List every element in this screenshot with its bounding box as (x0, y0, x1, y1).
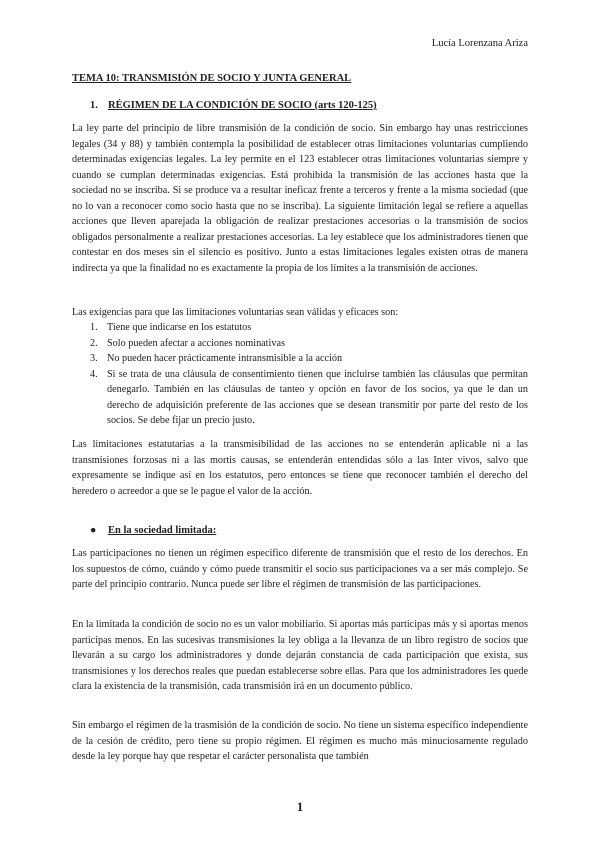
author-header: Lucía Lorenzana Ariza (431, 38, 528, 49)
list-item: 2. Solo pueden afectar a acciones nominativas (90, 337, 285, 349)
page-number: 1 (296, 799, 304, 814)
section-heading (90, 100, 377, 111)
subsection-bullet (90, 525, 216, 536)
paragraph-6: Sin embargo el régimen de la trasmisión de la condición de socio. No tiene un sistema específico independiente de la cesión de crédito, pero tiene su propio régimen. El régimen es mucho más minuciosamente regulado desde la ley porque hay que respetar el carácter personalista que también (72, 720, 528, 762)
section-title: RÉGIMEN DE LA CONDICIÓN DE SOCIO (arts 120-125) (108, 100, 377, 111)
paragraph-5: En la limitada la condición de socio no es un valor mobiliario. Si aportas más participas más y si aportas menos participas menos. En las sucesivas transmisiones la ley obliga a la llevanza de un libro registro de socios que llevarán a su cargo los administradores y donde dejarán constancia de cada participación que exista, sus transmisiones y los derechos reales que puedan establecerse sobre ellas. Para que los administradores les quede clara la existencia de la transmisión, cada transmisión irá en un documento público. (72, 619, 528, 692)
list-item: 3. No pueden hacer prácticamente intransmisible a la acción (90, 353, 343, 364)
paragraph-3: Las limitaciones estatutarias a la transmisibilidad de las acciones no se entenderán aplicable ni a las transmisiones forzosas ni a las mortis causas, se entenderán entendidas sólo a las Inter vivos, salvo que expresamente se indique así en los estatutos, pero entonces se tiene que reconocer también el derecho del heredero o acreedor a que se le pague el valor de la acción. (72, 439, 528, 497)
paragraph-4: Las participaciones no tienen un régimen específico diferente de transmisión que el resto de los derechos. En los supuestos de cómo, cuándo y cómo puede transmitir el socio sus participaciones va a ser más complejo. Se parte del principio contrario. Nunca puede ser libre el régimen de transmisión de las participaciones. (72, 548, 528, 590)
paragraph-2: Las exigencias para que las limitaciones voluntarias sean válidas y eficaces son: (72, 307, 399, 318)
bullet-symbol: ● (90, 525, 97, 536)
list-item: 4. Si se trata de una cláusula de consentimiento tienen que incluirse también las cláusulas que permitan denegarlo. También en las cláusulas de tanteo y opción en favor de los socios, ya que le dan un derecho de adquisición preferente de las acciones que se desean transmitir por parte del resto de los socios. Se debe fijar un precio justo. (90, 368, 528, 426)
list-item: 1. Tiene que indicarse en los estatutos (90, 322, 252, 333)
paragraph-1: La ley parte del principio de libre transmisión de la condición de socio. Sin embargo hay unas restricciones legales (34 y 88) y también contempla la posibilidad de establecer otras limitaciones voluntarias cumpliendo determinadas exigencias legales. La ley permite en el 123 establecer otras limitaciones voluntarias siempre y cuando se cumplan determinadas exigencias. Está prohibida la transmisión de las acciones hasta que la sociedad no se inscriba. Si se produce va a resultar ineficaz frente a terceros y frente a la misma sociedad (que no lo van a reconocer como socio hasta que no se inscriba). La siguiente limitación legal se refiere a aquellas acciones que lleven aparejada la obligación de realizar prestaciones accesorias o la transmisión de socios obligados personalmente a realizar prestaciones accesorias. La ley establece que los administradores tienen que contestar en dos meses sin el silencio es positivo. Junto a estas limitaciones legales existen otras de manera indirecta ya que la finalidad no es exactamente la propia de los límites a la transmisión de acciones. (72, 123, 528, 274)
requirements-list (72, 320, 528, 429)
document-title: TEMA 10: TRANSMISIÓN DE SOCIO Y JUNTA GENERAL (72, 73, 352, 84)
subsection-title: En la sociedad limitada: (108, 525, 217, 536)
section-number: 1. (90, 100, 98, 111)
